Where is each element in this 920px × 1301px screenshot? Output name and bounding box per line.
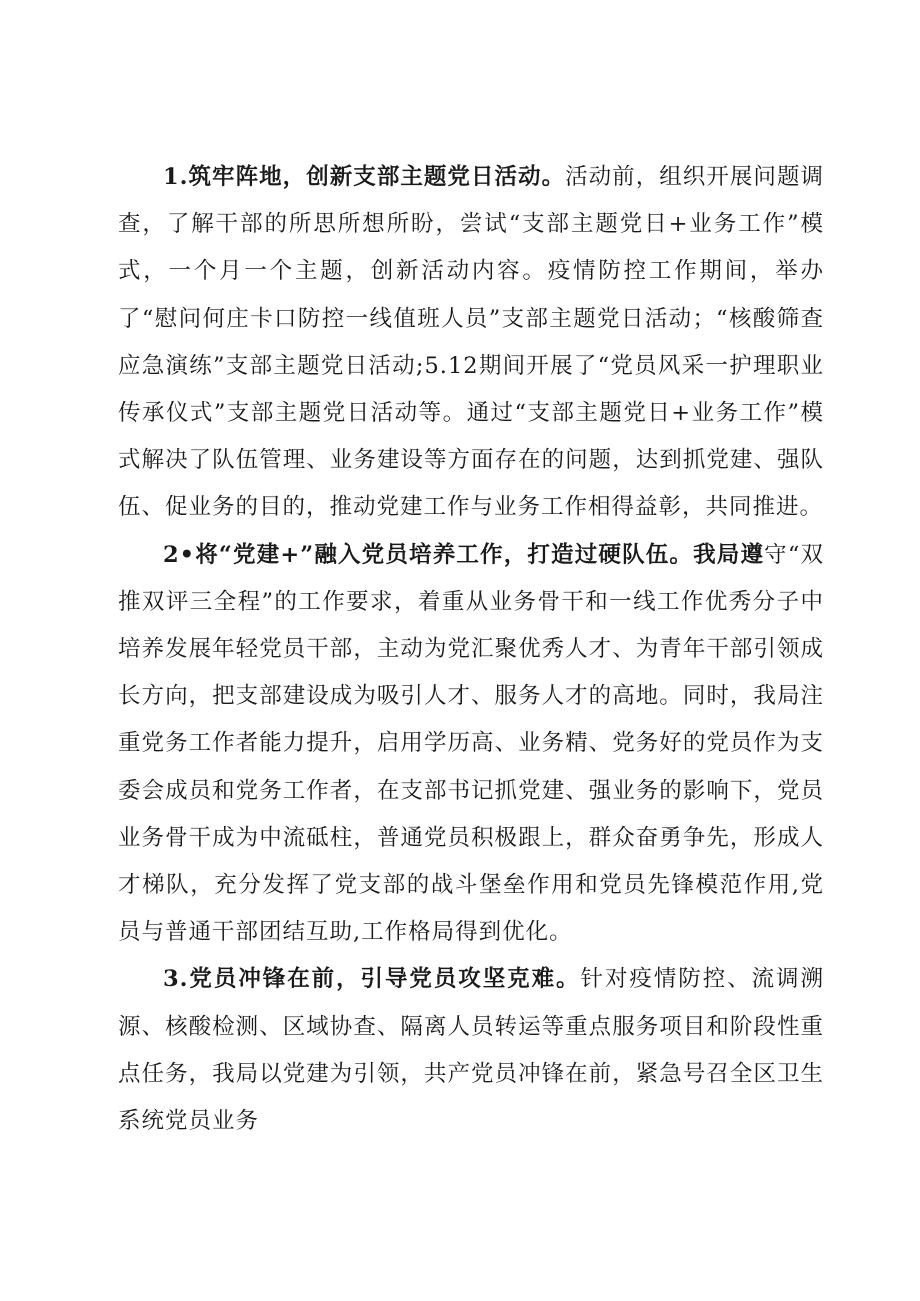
paragraph-2 [118, 532, 824, 957]
paragraph-2-text: 守“双推双评三全程”的工作要求，着重从业务骨干和一线工作优秀分子中培养发展年轻党员干部，主动为党汇聚优秀人才、为青年干部引领成长方向，把支部建设成为吸引人才、服务人才的高地。同时，我局注重党务工作者能力提升，启用学历高、业务精、党务好的党员作为支委会成员和党务工作者，在支部书记抓党建、强业务的影响下，党员业务骨干成为中流砥柱，普通党员积极跟上，群众奋勇争先，形成人才梯队，充分发挥了党支部的战斗堡垒作用和党员先锋模范作用,党员与普通干部团结互助,工作格局得到优化。 [118, 541, 824, 946]
paragraph-3-text: 针对疫情防控、流调溯源、核酸检测、区域协查、隔离人员转运等重点服务项目和阶段性重点任务，我局以党建为引领，共产党员冲锋在前，紧急号召全区卫生系统党员业务 [118, 966, 824, 1135]
paragraph-1-text: 活动前，组织开展问题调查，了解干部的所思所想所盼，尝试“支部主题党日+业务工作”模式，一个月一个主题，创新活动内容。疫情防控工作期间，举办了“慰问何庄卡口防控一线值班人员”支部主题党日活动；“核酸筛查应急演练”支部主题党日活动;5.12期间开展了“党员风采一护理职业传承仪式”支部主题党日活动等。通过“支部主题党日+业务工作”模式解决了队伍管理、业务建设等方面存在的问题，达到抓党建、强队伍、促业务的目的，推动党建工作与业务工作相得益彰，共同推进。 [118, 164, 824, 521]
document-body [118, 154, 824, 1145]
paragraph-1-heading: 1.筑牢阵地，创新支部主题党日活动。 [163, 164, 566, 190]
paragraph-1 [118, 154, 824, 532]
paragraph-3-heading: 3.党员冲锋在前，引导党员攻坚克难。 [163, 966, 581, 993]
paragraph-3 [118, 956, 824, 1145]
paragraph-2-heading: 2•将“党建+”融入党员培养工作，打造过硬队伍。我局遵 [163, 541, 765, 568]
